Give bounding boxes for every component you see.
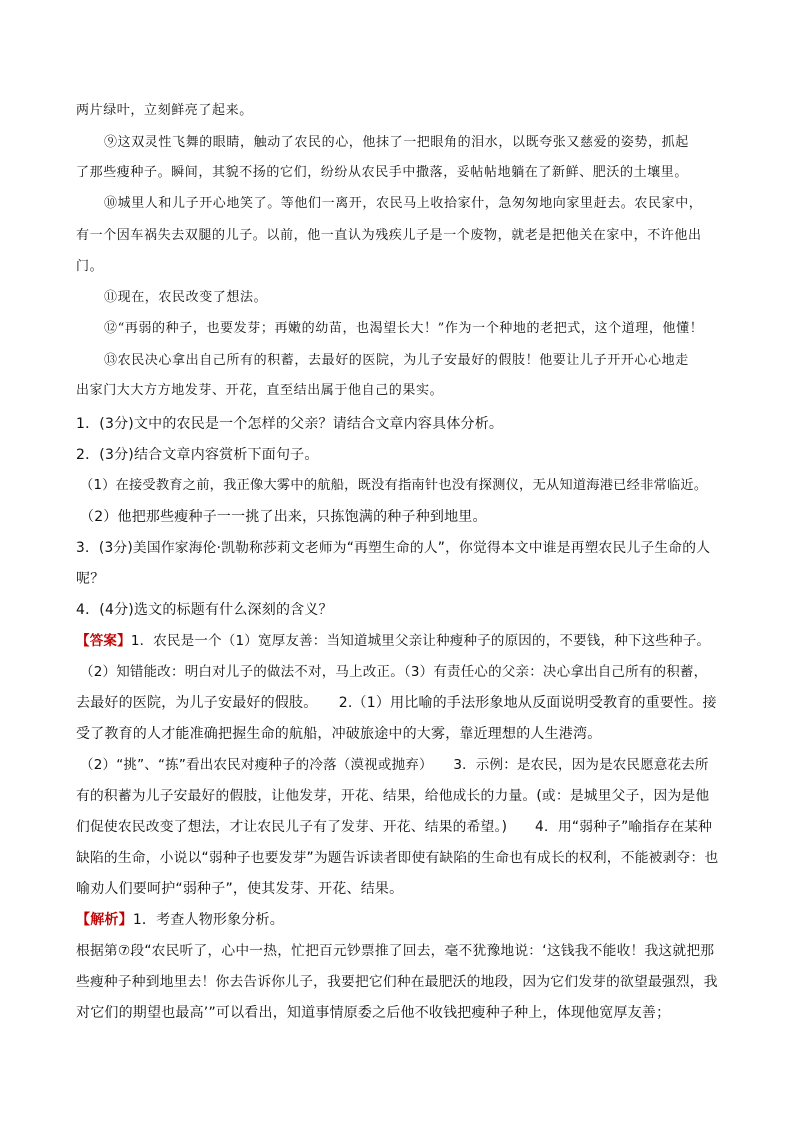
paragraph-10-line-1: ⑩城里人和儿子开心地笑了。等他们一离开，农民马上收拾家什，急匆匆地向家里赶去。农民家中， — [104, 196, 703, 211]
analysis-label: 【解析】 — [76, 912, 133, 928]
answer-line-1 — [76, 631, 710, 651]
answer-line-3: 去最好的医院，为儿子安最好的假肢。 2.（1）用比喻的手法形象地从反面说明受教育的重要性。接 — [76, 695, 717, 711]
passage-line: 两片绿叶，立刻鲜亮了起来。 — [76, 103, 253, 118]
paragraph-9-line-2: 了那些瘦种子。瞬间，其貌不扬的它们，纷纷从农民手中撒落，妥帖帖地躺在了新鲜、肥沃的土壤里。 — [76, 165, 689, 180]
answer-line-5: （2）“挑”、“拣”看出农民对瘦种子的冷落（漠视或抛弃） 3．示例：是农民，因为是农民愿意花去所 — [80, 757, 709, 773]
paragraph-10-line-2: 有一个因车祸失去双腿的儿子。以前，他一直认为残疾儿子是一个废物，就老是把他关在家中，不许他出 — [76, 228, 702, 243]
question-3-line-1: 3．(3分)美国作家海伦·凯勒称莎莉文老师为“再塑生命的人”，你觉得本文中谁是再塑农民儿子生命的人 — [76, 540, 711, 556]
analysis-line-2: 根据第⑦段“农民听了，心中一热，忙把百元钞票推了回去，毫不犹豫地说：‘这钱我不能收！我这就把那 — [76, 943, 715, 959]
answer-text: 1．农民是一个（1）宽厚友善：当知道城里父亲让种瘦种子的原因的，不要钱，种下这些种子。 — [130, 633, 711, 649]
paragraph-13-line-1: ⑬农民决心拿出自己所有的积蓄，去最好的医院，为儿子安最好的假肢！他要让儿子开开心心地走 — [104, 353, 689, 368]
answer-line-4: 受了教育的人才能准确把握生命的航船，冲破旅途中的大雾，靠近理想的人生港湾。 — [76, 726, 602, 742]
paragraph-13-line-2: 出家门大大方方地发芽、开花，直至结出属于他自己的果实。 — [76, 383, 444, 398]
analysis-text: 1．考查人物形象分析。 — [132, 912, 284, 928]
answer-line-8: 缺陷的生命，小说以“弱种子也要发芽”为题告诉读者即使有缺陷的生命也有成长的权利，不能被剥夺：也 — [76, 850, 719, 866]
paragraph-11: ⑪现在，农民改变了想法。 — [104, 290, 268, 305]
answer-line-2: （2）知错能改：明白对儿子的做法不对，马上改正。（3）有责任心的父亲：决心拿出自己所有的积蓄， — [80, 664, 708, 680]
answer-line-7: 们促使农民改变了想法，才让农民儿子有了发芽、开花、结果的希望。) 4．用“弱种子”喻指存在某种 — [76, 819, 713, 835]
paragraph-9-line-1: ⑨这双灵性飞舞的眼睛，触动了农民的心，他抹了一把眼角的泪水，以既夸张又慈爱的姿势，抓起 — [104, 135, 689, 150]
analysis-line-3: 些瘦种子种到地里去！你去告诉你儿子，我要把它们种在最肥沃的地段，因为它们发芽的欲望最强烈，我 — [76, 974, 718, 990]
paragraph-12: ⑫“再弱的种子，也要发芽；再嫩的幼苗，也渴望长大！”作为一个种地的老把式，这个道理，他懂！ — [104, 321, 704, 336]
question-2-sentence-1: （1）在接受教育之前，我正像大雾中的航船，既没有指南针也没有探测仪，无从知道海港已经非常临近。 — [80, 478, 708, 493]
question-4: 4．(4分)选文的标题有什么深刻的含义？ — [76, 602, 333, 618]
question-3-line-2: 呢？ — [76, 571, 105, 587]
analysis-line-1 — [76, 910, 284, 930]
answer-line-9: 喻劝人们要呵护“弱种子”，使其发芽、开花、结果。 — [76, 881, 404, 897]
question-1: 1．(3分)文中的农民是一个怎样的父亲？请结合文章内容具体分析。 — [76, 416, 504, 432]
question-2-sentence-2: （2）他把那些瘦种子一一挑了出来，只拣饱满的种子种到地里。 — [80, 509, 487, 525]
paragraph-10-line-3: 门。 — [76, 259, 104, 274]
answer-line-6: 有的积蓄为儿子安最好的假肢，让他发芽，开花、结果，给他成长的力量。(或：是城里父子，因为是他 — [76, 788, 710, 804]
question-2: 2．(3分)结合文章内容赏析下面句子。 — [76, 447, 319, 463]
answer-label: 【答案】 — [76, 633, 131, 649]
analysis-line-4: 对它们的期望也最高’”可以看出，知道事情原委之后他不收钱把瘦种子种上，体现他宽厚友善； — [76, 1005, 671, 1021]
